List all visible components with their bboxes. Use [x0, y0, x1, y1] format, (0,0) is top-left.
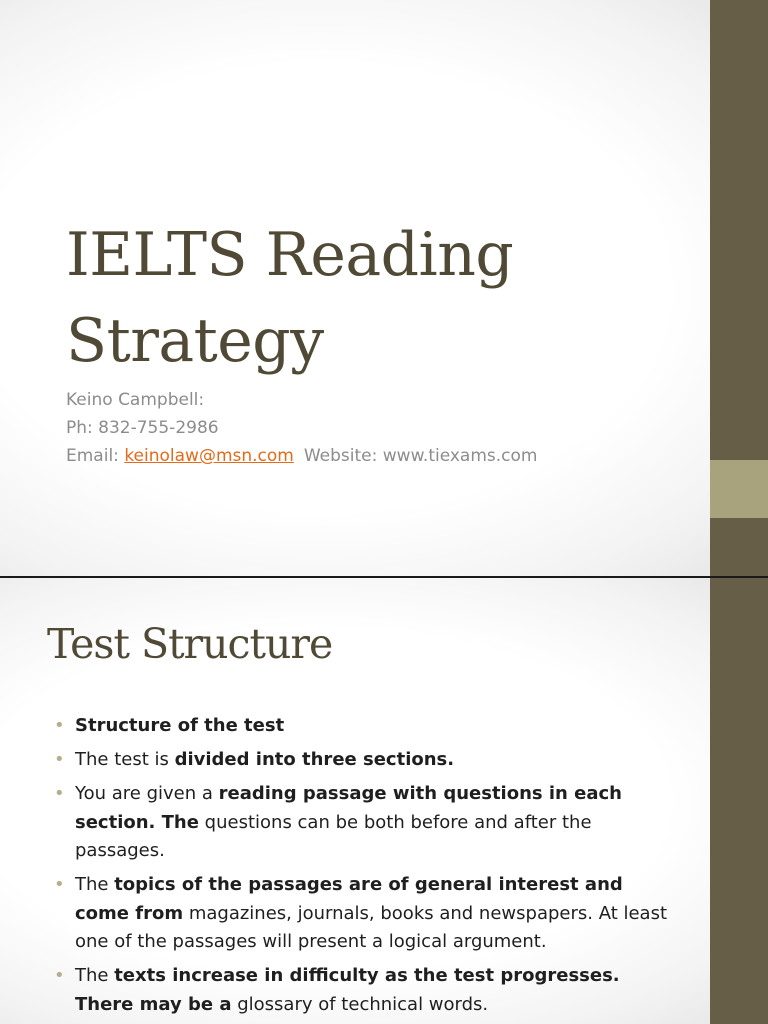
bullet-list: [52, 712, 682, 1024]
title-line-2: Strategy: [66, 306, 324, 376]
website-text: Website: www.tiexams.com: [303, 446, 538, 466]
bullet-text: The: [75, 965, 115, 986]
contact-info: [66, 386, 706, 470]
bullet-bold-text: Structure of the test: [75, 715, 285, 736]
bullet-icon: •: [54, 874, 65, 895]
bullet-item: [52, 746, 682, 775]
bullet-text: glossary of technical words.: [231, 993, 489, 1015]
bullet-bold-text: reading passage with questions in each section. The: [75, 783, 622, 833]
bullet-text: magazines, journals, books and newspapers. At least one of the passages will present a logical argument.: [75, 902, 668, 952]
bullet-item: [52, 712, 682, 741]
author-name: Keino Campbell:: [66, 390, 205, 410]
bullet-text: questions can be both before and after the passages.: [75, 811, 592, 861]
bullet-icon: •: [54, 749, 65, 770]
bullet-icon: •: [54, 965, 65, 986]
bullet-text: The test is: [75, 749, 175, 770]
bullet-bold-text: divided into three sections.: [174, 749, 455, 770]
bullet-text: The: [75, 874, 115, 895]
title-line-1: IELTS Reading: [66, 220, 514, 290]
bullet-icon: •: [54, 783, 65, 804]
bullet-text: You are given a: [75, 783, 219, 804]
bullet-item: [52, 780, 682, 866]
phone-number: Ph: 832-755-2986: [66, 418, 219, 438]
sidebar-decoration: [710, 578, 768, 1024]
bullet-bold-text: texts increase in difficulty as the test progresses. There may be a: [75, 965, 620, 1015]
email-label: Email:: [66, 446, 119, 466]
slide-title: [66, 212, 666, 384]
bullet-item: [52, 962, 682, 1019]
test-structure-slide: [0, 578, 768, 1024]
bullet-item: [52, 871, 682, 957]
slide-title: Test Structure: [47, 620, 333, 668]
bullet-bold-text: topics of the passages are of general interest and come from: [75, 874, 623, 924]
email-website-line: [66, 442, 706, 470]
bullet-icon: •: [54, 715, 65, 736]
email-link[interactable]: keinolaw@msn.com: [124, 446, 294, 466]
sidebar-accent-block: [710, 460, 768, 518]
